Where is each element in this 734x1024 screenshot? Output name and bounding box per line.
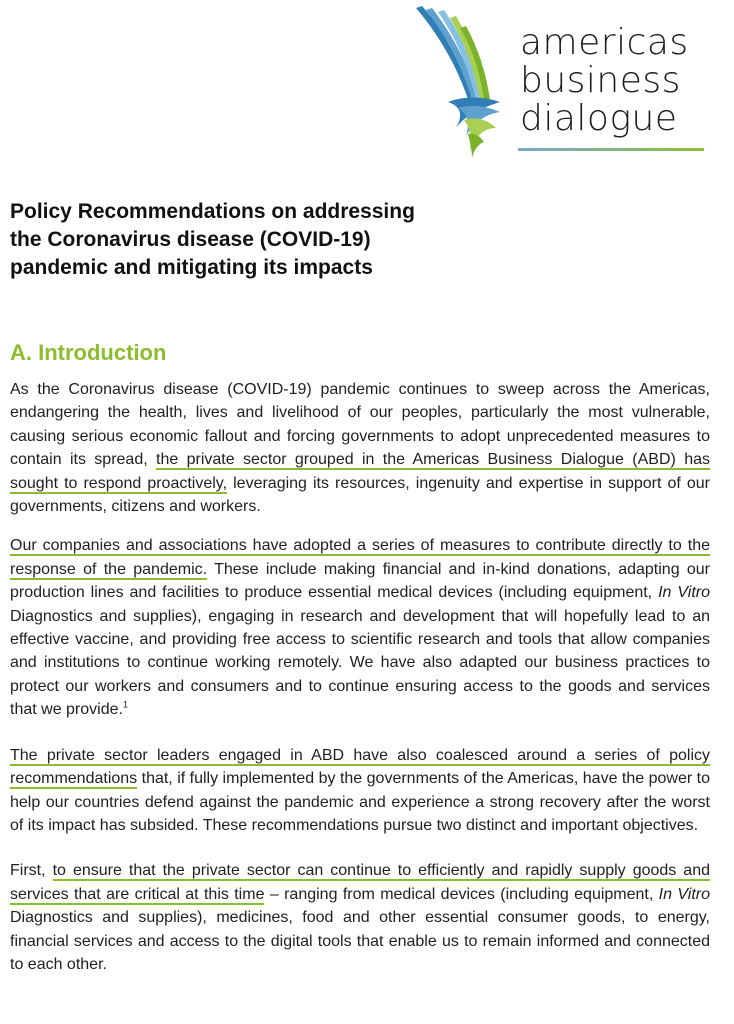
- p4-text-c: – ranging from medical devices (including equipment,: [264, 885, 659, 903]
- p1-text-c: leveraging its resources, ingenuity and expertise in support of our governments, citizens and workers.: [10, 474, 710, 516]
- p1-highlight: the private sector grouped in the Americas Business Dialogue (ABD) has sought to respond proactively,: [10, 451, 710, 492]
- p1-text-a: As the Coronavirus disease (COVID-19) pandemic continues to sweep across the Americas, endangering the health, lives and livelihood of our peoples, particularly the most vulnerable, causing serious economic fallout and forcing governments to adopt unprecedented measures to contain its spread,: [10, 381, 710, 469]
- abd-logo: [408, 4, 718, 162]
- title-line-2: the Coronavirus disease (COVID-19): [10, 228, 371, 251]
- p3-highlight: The private sector leaders engaged in ABD have also coalesced around a series of policy recommendations: [10, 746, 710, 788]
- logo-line-dialogue: dialogue: [520, 98, 678, 139]
- p4-text-a: First,: [10, 862, 53, 880]
- document-body: [10, 378, 710, 996]
- paragraph-2: [10, 534, 710, 721]
- paragraph-3: [10, 744, 710, 838]
- logo-wordmark: [520, 24, 689, 138]
- logo-line-americas: americas: [520, 22, 689, 63]
- section-heading-introduction: A. Introduction: [10, 340, 167, 365]
- footnote-marker[interactable]: 1: [122, 699, 128, 710]
- p4-italic: In Vitro: [658, 885, 710, 903]
- paragraph-1: [10, 378, 710, 518]
- p2-italic: In Vitro: [658, 584, 711, 602]
- paragraph-4: [10, 859, 710, 976]
- logo-line-business: business: [520, 60, 681, 101]
- logo-underline: [518, 148, 704, 151]
- title-line-1: Policy Recommendations on addressing: [10, 200, 415, 223]
- p2-highlight: Our companies and associations have adopted a series of measures to contribute directly to the response of the pandemic.: [10, 537, 710, 578]
- abd-swoosh-logo-icon: [408, 4, 518, 162]
- document-title: [10, 198, 490, 282]
- p2-text-b: These include making financial and in-kind donations, adapting our production lines and facilities to produce essential medical devices (including equipment,: [10, 560, 711, 602]
- p3-text-b: that, if fully implemented by the governments of the Americas, have the power to help our countries defend against the pandemic and experience a strong recovery after the worst of its impact has subsided. These recommendations pursue two distinct and important objectives.: [10, 770, 710, 834]
- title-line-3: pandemic and mitigating its impacts: [10, 256, 373, 279]
- p2-text-d: Diagnostics and supplies), engaging in research and development that will hopefully lead to an effective vaccine, and providing free access to scientific research and tools that allow companies and institutions to continue working remotely. We have also adapted our business practices to protect our workers and consumers and to continue ensuring access to the goods and services that we provide.: [10, 607, 710, 719]
- p4-highlight: to ensure that the private sector can continue to efficiently and rapidly supply goods and services that are critical at this time: [10, 862, 710, 903]
- p4-text-e: Diagnostics and supplies), medicines, food and other essential consumer goods, to energy, financial services and access to the digital tools that enable us to remain informed and connected to each other.: [10, 909, 710, 973]
